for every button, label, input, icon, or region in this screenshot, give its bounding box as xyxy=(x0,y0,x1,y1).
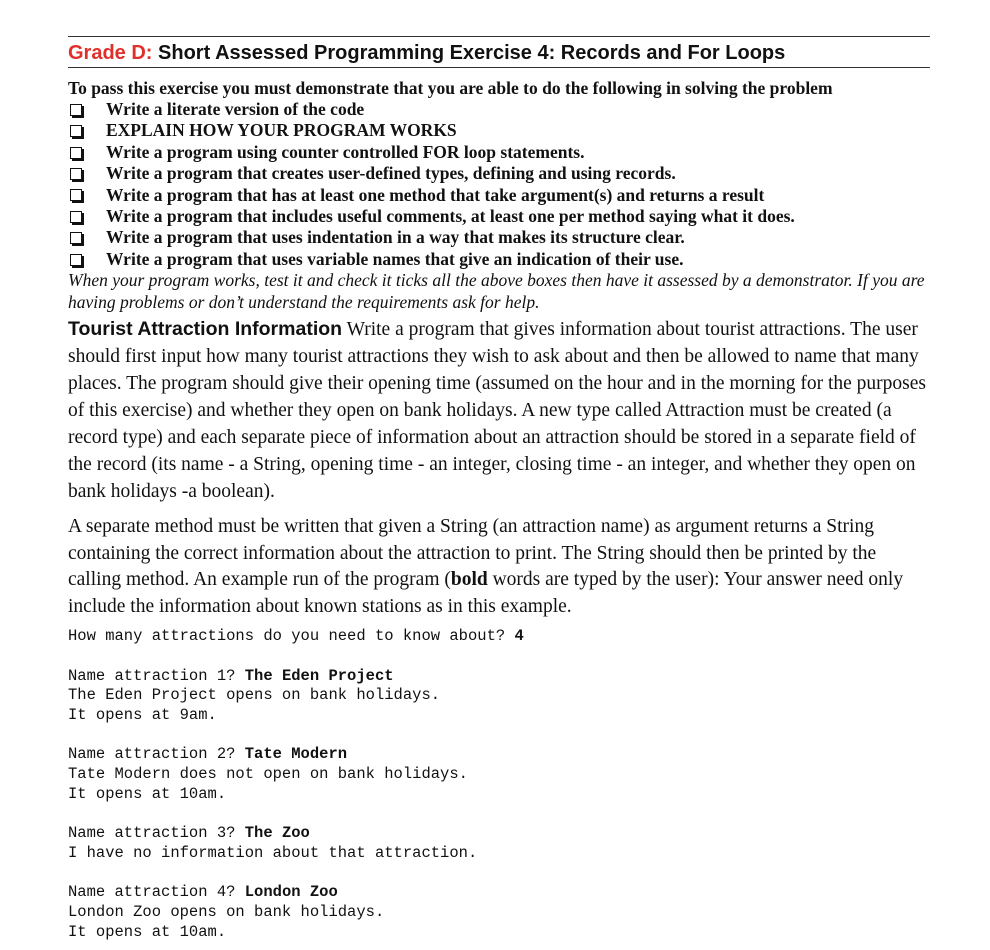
checkbox-icon xyxy=(70,168,82,180)
grade-label: Grade D: xyxy=(68,42,153,64)
section-heading: Tourist Attraction Information xyxy=(68,318,343,341)
checklist-item xyxy=(68,142,930,163)
checkbox-icon xyxy=(70,254,82,266)
checklist-item xyxy=(68,249,930,270)
count-prompt: How many attractions do you need to know about? xyxy=(68,627,515,646)
console-line: London Zoo opens on bank holidays. xyxy=(68,903,385,922)
checklist-item-label: Write a literate version of the code xyxy=(106,99,365,119)
help-note: When your program works, test it and check it ticks all the above boxes then have it assessed by a demonstrator. If you are having problems or don’t understand the requirements ask for help. xyxy=(68,270,925,312)
problem-description xyxy=(68,316,930,505)
document-page xyxy=(68,36,930,943)
title-row xyxy=(68,36,930,68)
console-line: It opens at 10am. xyxy=(68,785,227,803)
attraction-prompt: Name attraction 2? xyxy=(68,745,245,764)
requirements-intro: To pass this exercise you must demonstrate that you are able to do the following in solving the problem xyxy=(68,78,833,98)
checklist-item xyxy=(68,120,930,141)
checklist-item xyxy=(68,99,930,120)
console-line: I have no information about that attraction. xyxy=(68,844,478,863)
checkbox-icon xyxy=(70,104,82,116)
checklist-item xyxy=(68,185,930,206)
checklist-item-label: Write a program that creates user-defined types, defining and using records. xyxy=(106,163,676,184)
console-spacer xyxy=(68,647,930,667)
checkbox-icon xyxy=(70,232,82,244)
console-spacer xyxy=(68,726,930,746)
checkbox-icon xyxy=(70,211,82,223)
method-text-end: words are typed by the user): Your answer need only include the information about known stations as in this example. xyxy=(68,569,904,618)
checkbox-icon xyxy=(70,125,82,137)
requirements-checklist xyxy=(68,99,930,270)
checklist-item xyxy=(68,227,930,248)
attraction-prompt: Name attraction 1? xyxy=(68,666,245,685)
console-spacer xyxy=(68,864,930,884)
checklist-item xyxy=(68,163,930,184)
console-line xyxy=(68,824,930,844)
checklist-item-label: Write a program that uses variable names that give an indication of their use. xyxy=(106,248,684,269)
attraction-prompt: Name attraction 3? xyxy=(68,824,245,843)
console-line xyxy=(68,667,930,687)
page-title xyxy=(68,41,930,65)
console-line xyxy=(68,627,930,647)
bold-word: bold xyxy=(450,569,488,591)
problem-text: Write a program that gives information about tourist attractions. The user should first input how many tourist attractions they wish to ask about and then be allowed to name that many places. The program should give their opening time (assumed on the hour and in the morning for the purposes of this exercise) and whether they open on bank holidays. A new type called Attraction must be created (a record type) and each separate piece of information about an attraction should be stored in a separate field of the record (its name - a String, opening time - an integer, closing time - an integer, and whether they open on bank holidays -a boolean). xyxy=(68,319,926,502)
attraction-input: The Zoo xyxy=(244,824,310,843)
checklist-item-label: Write a program that has at least one method that take argument(s) and returns a result xyxy=(106,184,765,205)
checklist-item-label: EXPLAIN HOW YOUR PROGRAM WORKS xyxy=(106,120,457,141)
console-spacer xyxy=(68,805,930,825)
checklist-item-label: Write a program using counter controlled FOR loop statements. xyxy=(106,141,585,162)
attraction-input: London Zoo xyxy=(244,883,338,902)
console-line xyxy=(68,745,930,765)
console-line: It opens at 9am. xyxy=(68,706,217,725)
example-run xyxy=(68,627,930,943)
attraction-input: The Eden Project xyxy=(244,666,394,685)
checklist-item-label: Write a program that uses indentation in a way that makes its structure clear. xyxy=(106,227,685,248)
console-line xyxy=(68,883,930,903)
exercise-title: Short Assessed Programming Exercise 4: Records and For Loops xyxy=(158,42,786,64)
count-input: 4 xyxy=(514,627,524,646)
checkbox-icon xyxy=(70,147,82,159)
console-line: The Eden Project opens on bank holidays. xyxy=(68,686,441,705)
console-line: It opens at 10am. xyxy=(68,922,227,941)
checkbox-icon xyxy=(70,189,82,201)
checklist-item-label: Write a program that includes useful comments, at least one per method saying what it does. xyxy=(106,206,795,227)
checklist-item xyxy=(68,206,930,227)
method-text-start: A separate method must be written that given a String (an attraction name) as argument returns a String containing the correct information about the attraction to print. The String should then be printed by the calling method. An example run of the program ( xyxy=(68,515,877,591)
attraction-prompt: Name attraction 4? xyxy=(68,883,245,902)
attraction-input: Tate Modern xyxy=(244,745,348,764)
console-line: Tate Modern does not open on bank holidays. xyxy=(68,765,468,784)
method-description xyxy=(68,514,930,622)
